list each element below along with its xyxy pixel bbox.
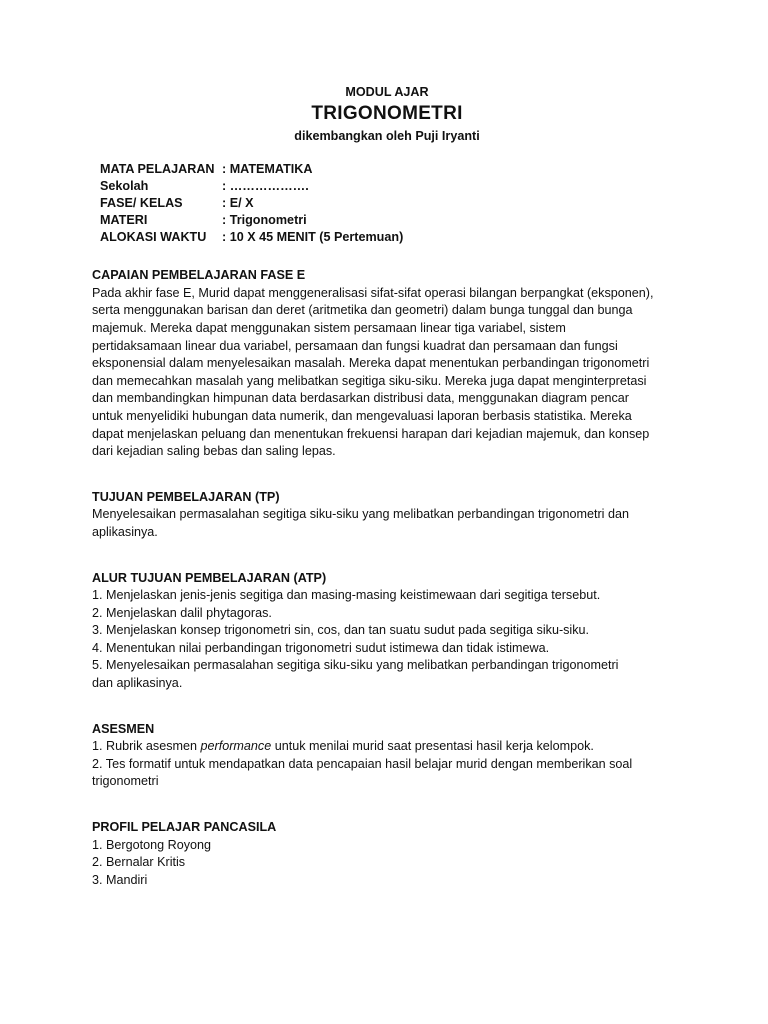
info-row-phase-class	[100, 195, 682, 212]
info-value: : ……………….	[222, 179, 309, 194]
paragraph-line: dapat menjelaskan peluang dan menentukan frekuensi harapan dari kejadian majemuk, dan konsep	[92, 426, 650, 441]
paragraph-line: serta menggunakan barisan dan deret (aritmetika dan geometri) dalam bunga tunggal dan bunga	[92, 303, 633, 318]
info-row-subject	[100, 161, 682, 178]
list-item: 4. Menentukan nilai perbandingan trigonometri sudut istimewa dan tidak istimewa.	[92, 640, 550, 655]
list-item-text: 1. Rubrik asesmen	[92, 739, 201, 754]
info-value: : Trigonometri	[222, 213, 307, 228]
section-heading: PROFIL PELAJAR PANCASILA	[92, 820, 277, 835]
emphasized-term: performance	[200, 739, 272, 754]
paragraph-line: untuk menyelidiki hubungan data numerik, dan mengevaluasi laporan berbasis statistika. Mereka	[92, 408, 632, 423]
section-asesmen	[92, 721, 682, 791]
document-page	[92, 84, 682, 889]
document-subtitle: dikembangkan oleh Puji Iryanti	[294, 128, 480, 143]
list-item: 1. Bergotong Royong	[92, 837, 212, 852]
list-item: 1. Menjelaskan jenis-jenis segitiga dan masing-masing keistimewaan dari segitiga tersebut.	[92, 588, 601, 603]
section-profil	[92, 819, 682, 889]
list-item: 3. Menjelaskan konsep trigonometri sin, cos, dan tan suatu sudut pada segitiga siku-siku.	[92, 623, 590, 638]
list-item-text: untuk menilai murid saat presentasi hasil kerja kelompok.	[271, 739, 594, 754]
info-label: ALOKASI WAKTU	[100, 230, 207, 245]
section-alur	[92, 570, 682, 693]
paragraph-line: eksponensial dalam menyelesaikan masalah. Mereka dapat menentukan perbandingan trigonometri	[92, 356, 650, 371]
info-label: MATERI	[100, 213, 148, 228]
info-row-time-allocation	[100, 229, 682, 246]
info-row-school	[100, 178, 682, 195]
section-heading: TUJUAN PEMBELAJARAN (TP)	[92, 489, 280, 504]
list-item: 3. Mandiri	[92, 872, 148, 887]
paragraph-line: majemuk. Mereka dapat menggunakan sistem persamaan linear tiga variabel, sistem	[92, 320, 566, 335]
paragraph-line: dan memecahkan masalah yang melibatkan segitiga siku-siku. Mereka juga dapat menginterpretasi	[92, 373, 647, 388]
info-label: MATA PELAJARAN	[100, 162, 215, 177]
section-heading: ASESMEN	[92, 721, 155, 736]
section-heading: ALUR TUJUAN PEMBELAJARAN (ATP)	[92, 570, 327, 585]
info-value: : MATEMATIKA	[222, 162, 313, 177]
list-item: trigonometri	[92, 774, 159, 789]
list-item: dan aplikasinya.	[92, 676, 183, 691]
document-title: TRIGONOMETRI	[311, 102, 463, 124]
list-item: 2. Bernalar Kritis	[92, 855, 186, 870]
info-value: : 10 X 45 MENIT (5 Pertemuan)	[222, 230, 404, 245]
list-item: 2. Menjelaskan dalil phytagoras.	[92, 605, 272, 620]
paragraph-line: dari kejadian saling bebas dan saling lepas.	[92, 444, 336, 459]
paragraph-line: dan membandingkan himpunan data berdasarkan distribusi data, menggunakan diagram pencar	[92, 391, 629, 406]
module-label: MODUL AJAR	[345, 85, 429, 99]
paragraph-line: pertidaksamaan linear dua variabel, persamaan dan fungsi kuadrat dan persamaan dan fungsi	[92, 338, 618, 353]
module-info-table	[100, 161, 682, 246]
section-heading: CAPAIAN PEMBELAJARAN FASE E	[92, 268, 306, 283]
section-tujuan	[92, 489, 682, 542]
info-row-material	[100, 212, 682, 229]
info-value: : E/ X	[222, 196, 254, 211]
info-label: Sekolah	[100, 179, 149, 194]
paragraph-line: Pada akhir fase E, Murid dapat menggeneralisasi sifat-sifat operasi bilangan berpangkat (eksponen),	[92, 285, 654, 300]
list-item: 2. Tes formatif untuk mendapatkan data pencapaian hasil belajar murid dengan memberikan soal	[92, 756, 633, 771]
paragraph-line: aplikasinya.	[92, 524, 158, 539]
paragraph-line: Menyelesaikan permasalahan segitiga siku-siku yang melibatkan perbandingan trigonometri dan	[92, 507, 629, 522]
section-capaian	[92, 267, 682, 461]
list-item: 5. Menyelesaikan permasalahan segitiga siku-siku yang melibatkan perbandingan trigonometri	[92, 658, 619, 673]
info-label: FASE/ KELAS	[100, 196, 183, 211]
list-item	[92, 738, 682, 756]
